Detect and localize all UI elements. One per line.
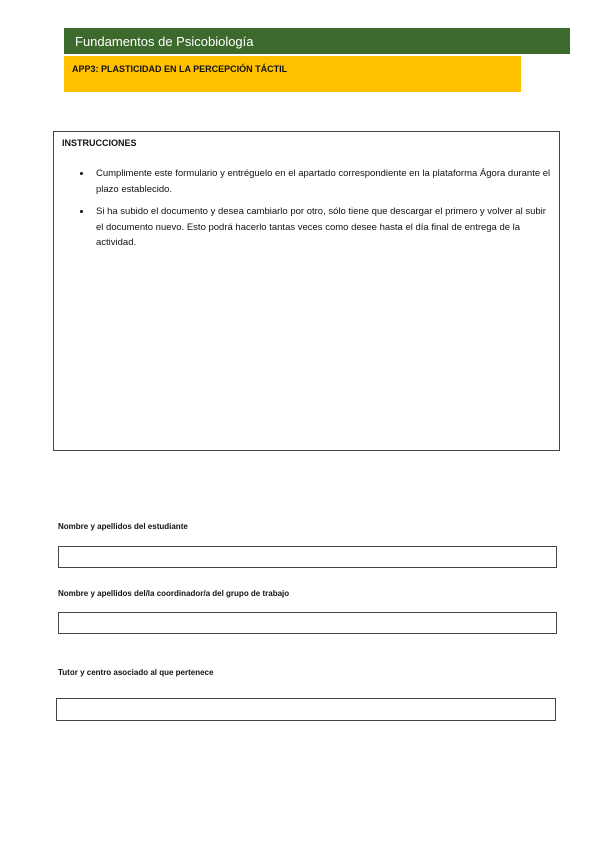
instruction-item: • Si ha subido el documento y desea cambiarlo por otro, sólo tiene que descargar el primero y volver al subir el documento nuevo. Esto podrá hacerlo tantas veces como desee hasta el día final de entrega de la actividad. <box>92 204 551 251</box>
activity-title: APP3: PLASTICIDAD EN LA PERCEPCIÓN TÁCTIL <box>72 64 288 74</box>
student-name-field[interactable] <box>58 546 557 568</box>
student-name-label: Nombre y apellidos del estudiante <box>58 522 188 531</box>
course-title-bar <box>64 28 570 54</box>
coordinator-name-label: Nombre y apellidos del/la coordinador/a del grupo de trabajo <box>58 589 290 598</box>
instructions-list <box>62 166 551 251</box>
tutor-center-field[interactable] <box>56 698 556 721</box>
activity-title-bar <box>64 56 521 92</box>
instructions-box <box>53 131 560 451</box>
tutor-center-label: Tutor y centro asociado al que pertenece <box>58 668 214 677</box>
instructions-title: INSTRUCCIONES <box>62 138 137 148</box>
coordinator-name-field[interactable] <box>58 612 557 634</box>
instruction-item: • Cumplimente este formulario y entréguelo en el apartado correspondiente en la plataforma Ágora durante el plazo establecido. <box>92 166 551 197</box>
course-title: Fundamentos de Psicobiología <box>75 33 254 49</box>
